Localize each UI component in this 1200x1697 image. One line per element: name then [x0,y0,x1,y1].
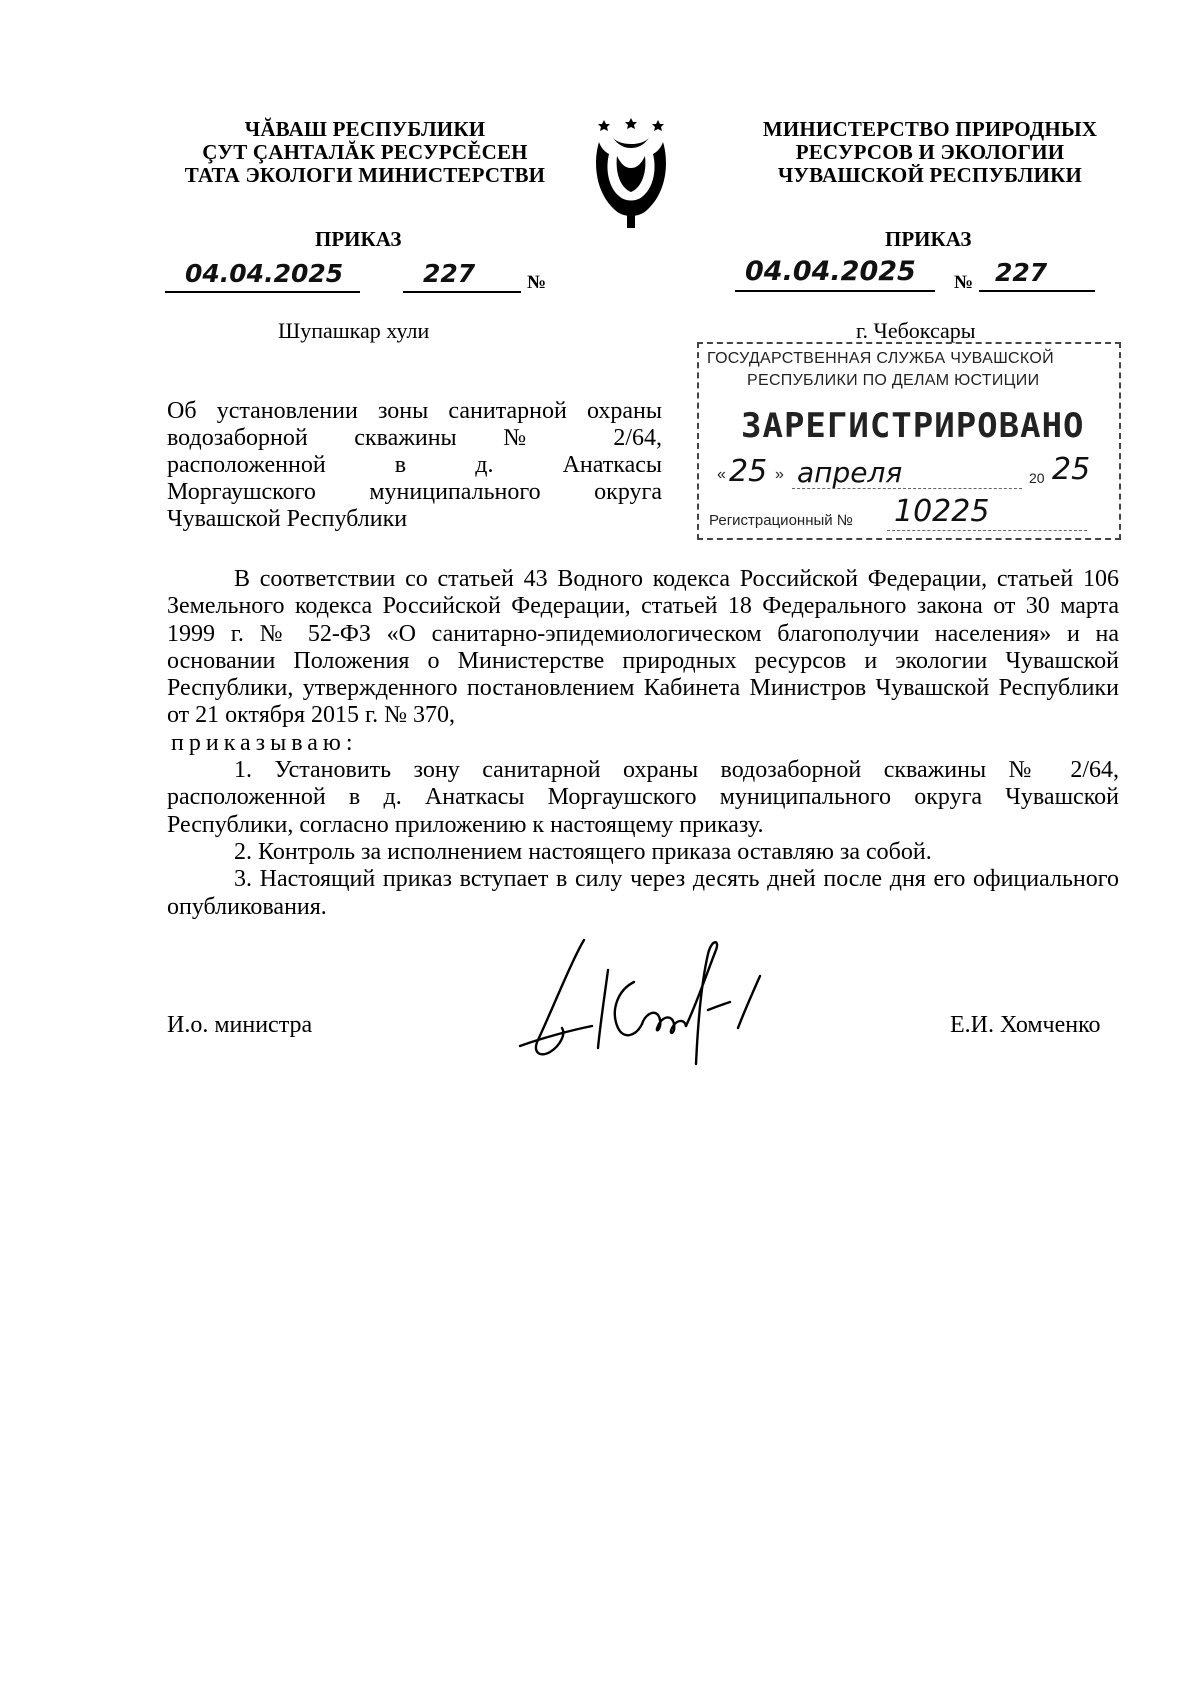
stamp-reg-underline [887,530,1087,531]
order-item-3: 3. Настоящий приказ вступает в силу через десять дней после дня его официального опубликования. [167,866,1119,920]
order-item-1: 1. Установить зону санитарной охраны водозаборной скважины № 2/64, расположенной в д. Анаткасы Моргаушского муниципального округа Чувашской Республики, согласно приложению к настоящему приказу. [167,757,1119,838]
header-left-line-1: ЧĂВАШ РЕСПУБЛИКИ [244,117,486,141]
left-number-handwritten: 227 [423,259,476,288]
right-number-handwritten: 227 [995,258,1048,287]
title-line-4: Моргаушского муниципального округа [167,479,662,505]
signer-name: Е.И. Хомченко [950,1012,1101,1038]
stamp-day-handwritten: 25 [729,454,768,489]
signer-position: И.о. министра [167,1012,313,1038]
title-line-5: Чувашской Республики [167,506,408,532]
order-label-left: ПРИКАЗ [315,227,402,251]
title-line-3: расположенной в д. Анаткасы [167,452,662,478]
stamp-reg-row [709,494,1109,532]
right-number-underline [979,258,1095,292]
left-date-handwritten: 04.04.2025 [185,259,344,288]
header-right-line-3: ЧУВАШСКОЙ РЕСПУБЛИКИ [777,163,1083,187]
stamp-reg-number-handwritten: 10225 [894,494,990,529]
left-city: Шупашкар хули [278,318,430,343]
stamp-line-1: ГОСУДАРСТВЕННАЯ СЛУЖБА ЧУВАШСКОЙ [707,350,1054,367]
preamble-paragraph: В соответствии со статьей 43 Водного кодекса Российской Федерации, статьей 106 Земельного кодекса Российской Федерации, статьей 18 Федерального закона от 30 марта 1999 г. № 52-ФЗ «О санитарно-эпидемиологическом благополучии населения» и на основании Положения о Министерстве природных ресурсов и экологии Чувашской Республики, утвержденного постановлением Кабинета Министров Чувашской Республики от 21 октября 2015 г. № 370, [167,566,1119,729]
document-body [167,566,1119,921]
registration-stamp [697,342,1121,540]
title-line-2: водозаборной скважины № 2/64, [167,425,662,451]
order-word: приказываю: [171,729,358,756]
stamp-year-prefix: 20 [1029,470,1045,486]
document-title [167,398,662,533]
coat-of-arms-emblem [591,112,671,230]
order-label-right: ПРИКАЗ [885,227,972,251]
stamp-year-handwritten: 25 [1052,452,1091,487]
header-right-line-2: РЕСУРСОВ И ЭКОЛОГИИ [795,140,1065,164]
chuvash-emblem-icon [591,112,671,230]
right-date-handwritten: 04.04.2025 [745,256,916,287]
stamp-reg-label: Регистрационный № [709,512,853,529]
right-date-underline [735,256,935,292]
signature-scribble-icon [512,930,782,1070]
stamp-registered: ЗАРЕГИСТРИРОВАНО [741,406,1085,446]
stamp-quote-close: » [775,466,784,483]
stamp-date-underline [792,488,1022,489]
stamp-quote-open: « [717,466,726,483]
header-right-ministry [735,118,1125,187]
left-number-underline [403,259,521,293]
right-city: г. Чебоксары [856,318,976,343]
order-item-2: 2. Контроль за исполнением настоящего приказа оставляю за собой. [234,838,932,865]
title-line-1: Об установлении зоны санитарной охраны [167,398,662,424]
handwritten-signature [512,930,782,1070]
right-number-sign: № [954,272,974,293]
stamp-date-row [717,452,1097,490]
header-right-line-1: МИНИСТЕРСТВО ПРИРОДНЫХ [762,117,1098,141]
header-left-line-2: ÇУТ ÇАНТАЛĂК РЕСУРСĚСЕН [202,140,528,164]
stamp-month-handwritten: апреля [797,456,903,489]
left-date-underline [165,259,360,293]
header-left-line-3: ТАТА ЭКОЛОГИ МИНИСТЕРСТВИ [184,163,546,187]
left-number-sign: № [527,272,547,293]
stamp-line-2: РЕСПУБЛИКИ ПО ДЕЛАМ ЮСТИЦИИ [747,372,1040,389]
header-left-ministry [155,118,575,187]
